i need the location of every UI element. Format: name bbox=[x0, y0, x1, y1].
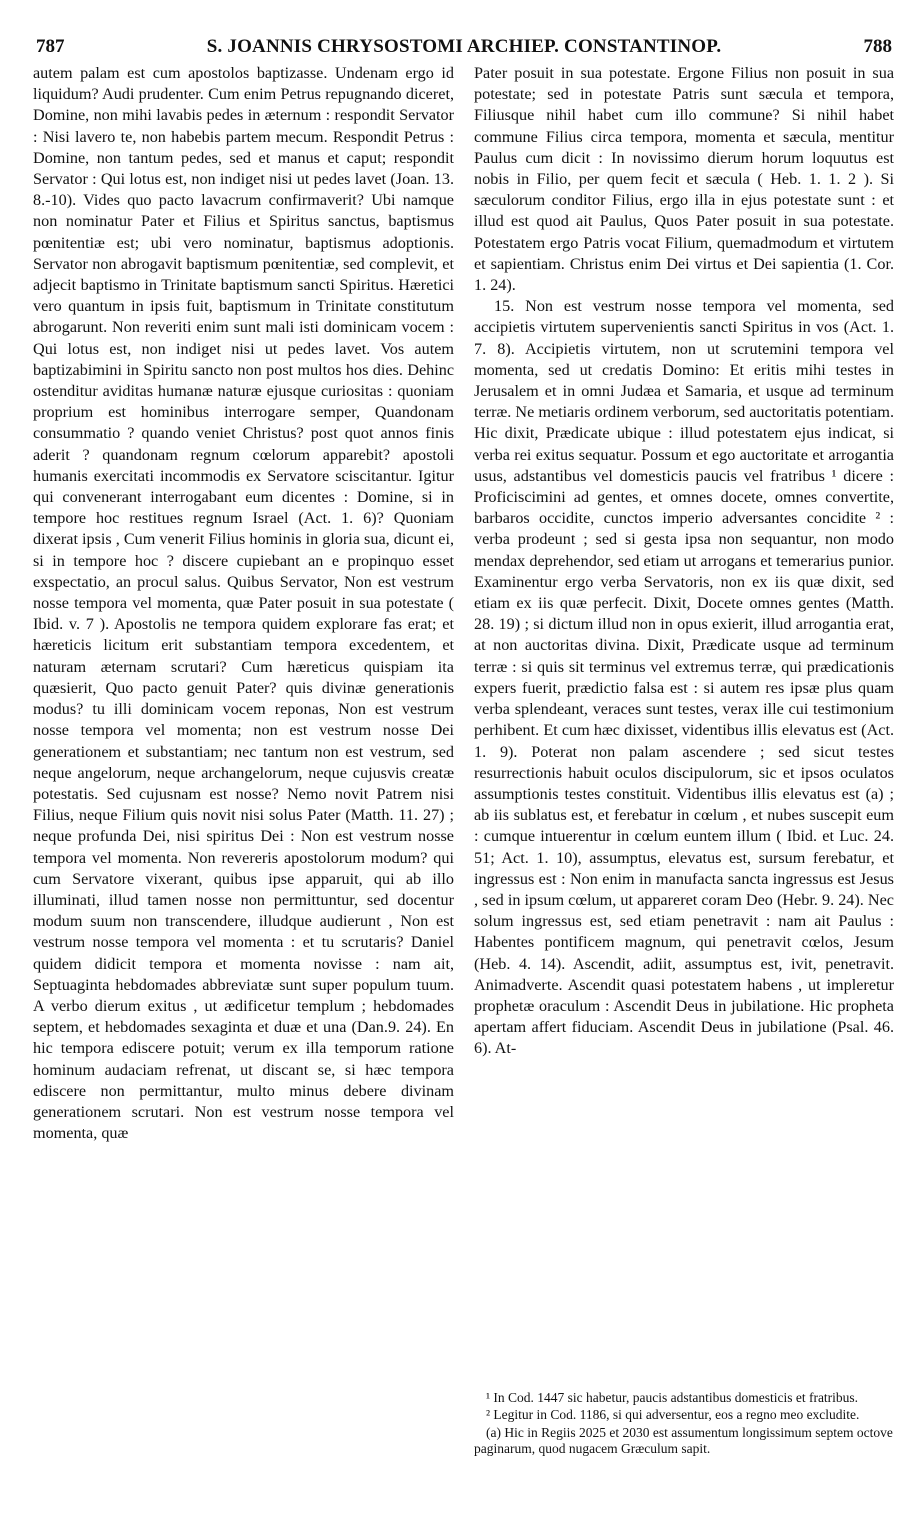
running-header bbox=[36, 14, 892, 57]
right-paragraph-2: 15. Non est vestrum nosse tempora vel momenta, sed accipietis virtutem supervenientis sancti Spiritus in vos (Act. 1. 7. 8). Accipietis virtutem, non ut scrutemini tempora vel momenta, sed ut credatis Domino: Et eritis mihi testes in Jerusalem et in omni Judæa et Samaria, et usque ad terminum terræ. Ne metiaris ordinem verborum, sed auctoritatis potentiam. Hic dixit, Prædicate ubique : illud potestatem ejus indicat, si verba rei exitus sequatur. Possum et ego auctoritate et arrogantia usus, adstantibus vel domesticis paucis vel fratribus ¹ dicere : Proficiscimini ad gentes, et omnes docete, omnes convertite, barbaros occidite, cunctos imperio adversantes concidite ² : verba prodeunt ; sed si gesta ipsa non sequantur, non modo mendax deprehendor, sed etiam ut arrogans et temerarius punior. Examinentur ergo verba Servatoris, non ex iis quæ dixit, sed etiam ex iis quæ perfecit. Dixit, Docete omnes gentes (Matth. 28. 19) ; si dictum illud non in opus exierit, illud arrogantia erat, at non auctoritas divina. Dixit, Prædicate usque ad terminum terræ : si quis sit terminus vel extremus terræ, qui prædicationis expers fuerit, prædictio falsa est : si autem res ipsæ plus quam verba splendeant, veraces sunt testes, verax ille cui testimonium perhibent. Et cum hæc dixisset, videntibus illis elevatus est (Act. 1. 9). Poterat non palam ascendere ; sed sicut testes resurrectionis habuit oculos discipulorum, sic et ipsos oculatos assumptionis testes constituit. Videntibus illis elevatus est (a) ; ab iis sublatus est, et ferebatur in cœlum , et nubes suscepit eum : cumque intuerentur in cœlum euntem illum ( Ibid. et Luc. 24. 51; Act. 1. 10), assumptus, elevatus est, sursum ferebatur, et ingressus est : Non enim in manufacta sancta ingressus est Jesus , sed in ipsum cœlum, ut appareret coram Deo (Hebr. 9. 24). Nec solum ingressus est, sed etiam penetravit : nam ait Paulus : Habentes pontificem magnum, qui penetravit cœlos, Jesum (Heb. 4. 14). Ascendit, adiit, assumptus est, ivit, penetravit. Animadverte. Ascendit quasi potestatem habens , ut impleretur prophetæ oraculum : Ascendit Deus in jubilatione. Hic propheta apertam affert fiduciam. Ascendit Deus in jubilatione (Psal. 46. 6). At- bbox=[474, 297, 894, 1058]
footnote-a: (a) Hic in Regiis 2025 et 2030 est assumentum longissimum septem octove paginarum, quod nugacem Græculum sapit. bbox=[474, 1424, 893, 1457]
footnote-2: ² Legitur in Cod. 1186, si qui adversentur, eos a regno meo excludite. bbox=[486, 1407, 860, 1423]
left-column bbox=[33, 63, 454, 1144]
page-number-right: 788 bbox=[863, 36, 892, 57]
running-title: S. JOANNIS CHRYSOSTOMI ARCHIEP. CONSTANTINOP. bbox=[206, 36, 722, 57]
right-column bbox=[474, 63, 894, 1060]
footnotes bbox=[474, 1390, 894, 1459]
left-paragraph: autem palam est cum apostolos baptizasse. Undenam ergo id liquidum? Audi prudenter. Cum enim Petrus repugnando diceret, Domine, non mihi lavabis pedes in æternum : respondit Servator : Nisi lavero te, non habebis partem mecum. Respondit Petrus : Domine, non tantum pedes, sed et manus et caput; respondit Servator : Qui lotus est, non indiget nisi ut pedes lavet (Joan. 13. 8.-10). Vides quo pacto lavacrum confirmaverit? Ubi namque non nominatur Pater et Filius et Spiritus sanctus, baptismus pœnitentiæ est; ubi vero nominatur, baptismus adoptionis. Servator non abrogavit baptismum pœnitentiæ, sed complevit, et adjecit baptismo in Trinitate baptismum sancti Spiritus. Hæretici vero quantum in ipsis fuit, baptismum in Trinitate constitutum abrogarunt. Non reveriti enim sunt mali isti dominicam vocem : Qui lotus est, non indiget nisi ut pedes lavet. Vos autem baptizabimini in Spiritu sancto non post multos hos dies. Dehinc ostenditur aviditas humanæ naturæ ejusque curiositas : quoniam proprium est hominibus interrogare semper, Quandonam consummatio ? quando veniet Christus? post quot annos finis aderit ? quandonam regnum cœlorum apparebit? apostoli humanis exercitati incommodis ex Servatore sciscitantur. Igitur qui convenerant interrogabant eum dicentes : Domine, si in tempore hoc restitues regnum Israel (Act. 1. 6)? Quoniam dixerat ipsis , Cum venerit Filius hominis in gloria sua, dicunt ei, si in tempore hoc ? discere cupiebant an e propinquo esset exspectatio, an procul salus. Quibus Servator, Non est vestrum nosse tempora vel momenta, quæ Pater posuit in sua potestate ( Ibid. v. 7 ). Apostolis ne tempora quidem explorare fas erat; et hæreticis licitum erit substantiam tempora excedentem, et naturam æternam scrutari? Cum hæreticus quispiam ita quæsierit, Quo pacto genuit Pater? quis divinæ generationis modus? tu illi dominicam vocem reponas, Non est vestrum nosse tempora vel momenta; non est vestrum nosse Dei generationem et substantiam; nec tantum non est vestrum, sed neque angelorum, neque archangelorum, neque cujusvis creatæ potestatis. Sed cujusnam est nosse? Nemo novit Patrem nisi Filius, neque Filium quis novit nisi solus Pater (Matth. 11. 27) ; neque profunda Dei, nisi spiritus Dei : Non est vestrum nosse tempora vel momenta. Non revereris apostolorum modum? qui cum Servatore vixerant, quibus ipse apparuit, qui ab illo illuminati, illud tamen nosse non permittuntur, sed docentur modum suum non transcendere, illudque audierunt , Non est vestrum nosse tempora vel momenta : et tu scrutaris? Daniel quidem didicit tempora et momenta novisse : nam ait, Septuaginta hebdomades abbreviatæ sunt super populum tuum. A verbo dierum exitus , ut ædificetur templum ; hebdomades septem, et hebdomades sexaginta et duæ et una (Dan.9. 24). En hic tempora ediscere potuit; verum ex illa temporum ratione hominum audaciam refrenat, ut discant se, si hæc tempora ediscere non permittantur, multo minus debere divinam generationem scrutari. Non est vestrum nosse tempora vel momenta, quæ bbox=[33, 64, 454, 1143]
footnote-1: ¹ In Cod. 1447 sic habetur, paucis adstantibus domesticis et fratribus. bbox=[486, 1390, 859, 1405]
right-paragraph-1: Pater posuit in sua potestate. Ergone Filius non posuit in sua potestate; sed in potestate Patris sunt sæcula et tempora, Filiusque nihil habet cum illo commune? Si nihil habet commune Filius circa tempora, momenta et sæcula, mentitur Paulus cum dicit : In novissimo dierum horum loquutus est nobis in Filio, per quem fecit et sæcula ( Heb. 1. 1. 2 ). Si sæculorum conditor Filius, ergo illa in ejus potestate sunt : et illud est quod ait Paulus, Quos Pater posuit in sua potestate. Potestatem ergo Patris vocat Filium, quemadmodum et virtutem et sapientiam. Christus enim Dei virtus et Dei sapientia (1. Cor. 1. 24). bbox=[474, 64, 894, 295]
page-number-left: 787 bbox=[36, 36, 65, 57]
